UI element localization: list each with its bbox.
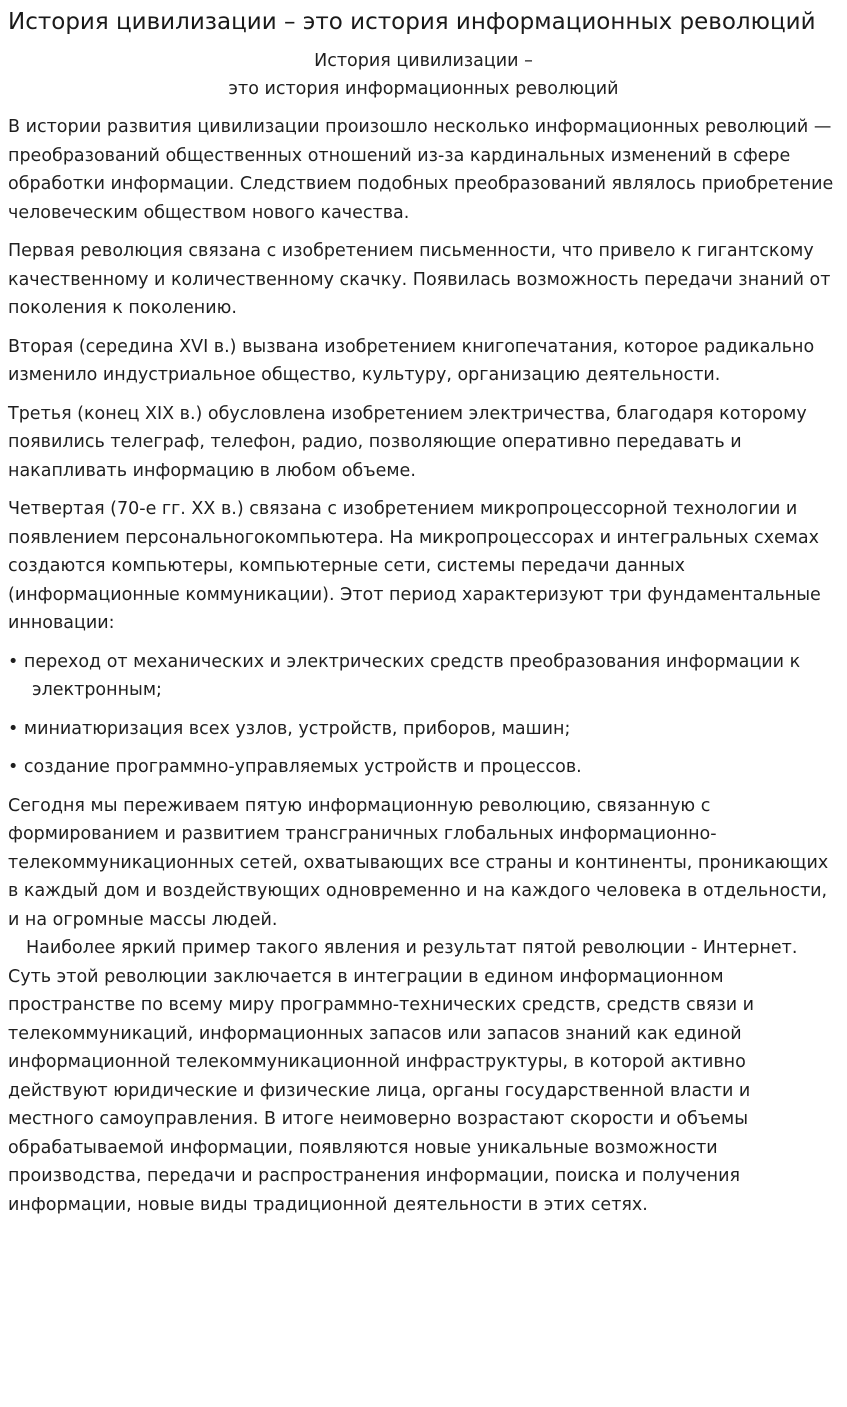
subtitle-line-1: История цивилизации –	[314, 51, 533, 71]
paragraph-third-revolution: Третья (конец XIX в.) обусловлена изобретением электричества, благодаря которому появились телеграф, телефон, радио, позволяющие оперативно передавать и накапливать информацию в любом объеме.	[8, 403, 807, 481]
bullet-text-line-2: электронным;	[32, 680, 162, 700]
paragraph-fourth-revolution: Четвертая (70-е гг. XX в.) связана с изобретением микропроцессорной технологии и появлением персональногокомпьютера. На микропроцессорах и интегральных схемах создаются компьютеры, компьютерные сети, системы передачи данных (информационные коммуникации). Этот период характеризуют три фундаментальные инновации:	[8, 499, 821, 633]
bullet-item-miniaturization: • миниатюризация всех узлов, устройств, приборов, машин;	[8, 718, 571, 739]
article-subtitle	[8, 47, 839, 103]
bullet-item-programmable: • создание программно-управляемых устройств и процессов.	[8, 757, 582, 777]
bullet-text-line-1: • переход от механических и электрических средств преобразования информации к	[8, 651, 801, 672]
page-title: История цивилизации – это история информационных революций	[8, 9, 816, 35]
paragraph-intro: В истории развития цивилизации произошло несколько информационных революций — преобразований общественных отношений из-за кардинальных изменений в сфере обработки информации. Следствием подобных преобразований являлось приобретение человеческим обществом нового качества.	[8, 117, 834, 223]
paragraph-internet	[8, 934, 839, 1219]
paragraph-internet-text: Наиболее яркий пример такого явления и результат пятой революции - Интернет. Суть этой революции заключается в интеграции в едином информационном пространстве по всему миру программно-технических средств, средств связи и телекоммуникаций, информационных запасов или запасов знаний как единой информационной телекоммуникационной инфраструктуры, в которой активно действуют юридические и физические лица, органы государственной власти и местного самоуправления. В итоге неимоверно возрастают скорости и объемы обрабатываемой информации, появляются новые уникальные возможности производства, передачи и распространения информации, поиска и получения информации, новые виды традиционной деятельности в этих сетях.	[8, 938, 798, 1215]
subtitle-line-2: это история информационных революций	[228, 79, 619, 99]
paragraph-first-revolution: Первая революция связана с изобретением письменности, что привело к гигантскому качественному и количественному скачку. Появилась возможность передачи знаний от поколения к поколению.	[8, 241, 831, 318]
paragraph-second-revolution: Вторая (середина XVI в.) вызвана изобретением книгопечатания, которое радикально изменило индустриальное общество, культуру, организацию деятельности.	[8, 336, 815, 385]
bullet-item-electronic	[8, 648, 839, 705]
paragraph-fifth-revolution: Сегодня мы переживаем пятую информационную революцию, связанную с формированием и развитием трансграничных глобальных информационно-телекоммуникационных сетей, охватывающих все страны и континенты, проникающих в каждый дом и воздействующих одновременно и на каждого человека в отдельности, и на огромные массы людей.	[8, 795, 829, 930]
